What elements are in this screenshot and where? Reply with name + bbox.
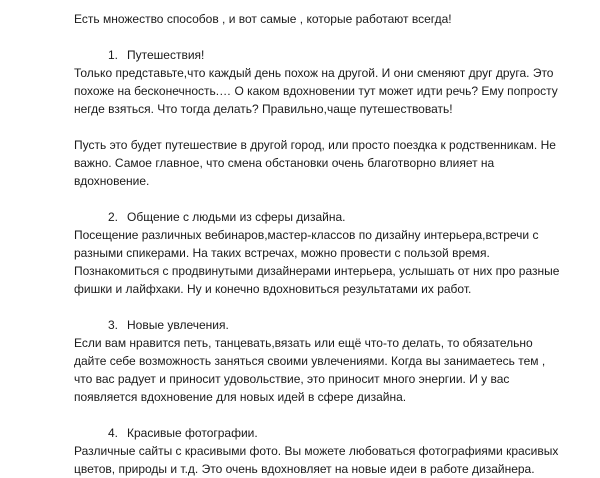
paragraph-line: Пусть это будет путешествие в другой город, или просто поездка к родственникам. Не [74, 138, 556, 152]
paragraph-line: что вас радует и приносит удовольствие, это приносит много энергии. И у вас [74, 372, 510, 386]
section-heading [74, 316, 594, 334]
section-hobbies [74, 316, 594, 406]
section-heading [74, 208, 594, 226]
list-number: 2. [108, 210, 119, 224]
paragraph-line: Познакомиться с продвинутыми дизайнерами интерьера, услышать от них про разные [74, 264, 560, 278]
paragraph-line: Посещение различных вебинаров,мастер-классов по дизайну интерьера,встречи с [74, 228, 539, 242]
section-photos [74, 424, 594, 478]
paragraph-line: вдохновение. [74, 174, 150, 188]
paragraph-line: появляется вдохновение для новых идей в сфере дизайна. [74, 390, 407, 404]
list-number: 4. [108, 426, 119, 440]
paragraph-line: важно. Самое главное, что смена обстановки очень благотворно влияет на [74, 156, 495, 170]
paragraph-line: похоже на бесконечность.… О каком вдохновении тут может идти речь? Ему попросту [74, 84, 558, 98]
intro-text: Есть множество способов , и вот самые , которые работают всегда! [74, 12, 452, 26]
paragraph-line: негде взяться. Что тогда делать? Правильно,чаще путешествовать! [74, 102, 453, 116]
document-page [74, 10, 594, 478]
list-number: 1. [108, 48, 119, 62]
section-travel [74, 46, 594, 190]
list-number: 3. [108, 318, 119, 332]
paragraph-line: фишки и лайфхаки. Ну и конечно вдохновиться результатами их работ. [74, 282, 472, 296]
section-heading [74, 46, 594, 64]
section-title: Красивые фотографии. [127, 426, 258, 440]
section-title: Новые увлечения. [127, 318, 229, 332]
paragraph-line: разными спикерами. На таких встречах, можно провести с пользой время. [74, 246, 490, 260]
paragraph-line: Только представьте,что каждый день похож на другой. И они сменяют друг друга. Это [74, 66, 554, 80]
section-networking [74, 208, 594, 298]
paragraph-line: Различные сайты с красивыми фото. Вы можете любоваться фотографиями красивых [74, 444, 559, 458]
paragraph-line: Если вам нравится петь, танцевать,вязать или ещё что-то делать, то обязательно [74, 336, 533, 350]
paragraph-line: цветов, природы и т.д. Это очень вдохновляет на новые идеи в работе дизайнера. [74, 462, 535, 476]
paragraph-line: дайте себе возможность заняться своими увлечениями. Когда вы занимаетесь тем , [74, 354, 546, 368]
section-title: Путешествия! [127, 48, 205, 62]
section-title: Общение с людьми из сферы дизайна. [127, 210, 346, 224]
section-heading [74, 424, 594, 442]
